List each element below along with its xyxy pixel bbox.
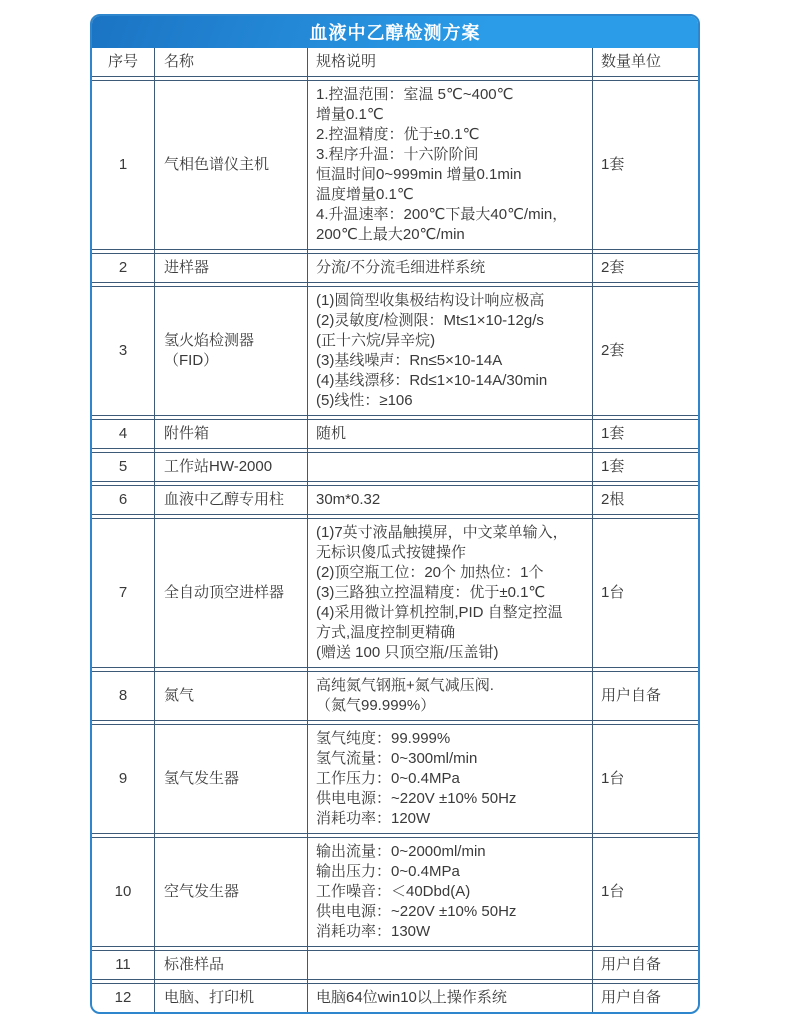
item-qty: 用户自备 [601,956,662,973]
item-spec [307,420,592,448]
spec-line: 输出流量：0~2000ml/min [316,843,486,860]
item-spec [307,984,592,1012]
item-qty: 1套 [601,425,625,442]
spec-line: (3)基线噪声：Rn≤5×10-14A [316,352,503,369]
item-name: 氢火焰检测器（FID） [164,332,255,369]
spec-line: 恒温时间0~999min 增量0.1min [316,166,522,183]
column-divider [154,48,155,1012]
spec-line: 氢气纯度：99.999% [316,730,451,747]
item-name: 气相色谱仪主机 [164,156,270,173]
item-name: 空气发生器 [164,883,240,900]
table-body [92,48,698,1012]
spec-line: 方式,温度控制更精确 [316,624,456,641]
row-number: 5 [118,458,128,475]
table-row [92,518,698,668]
item-spec [307,81,592,249]
item-qty: 2套 [601,259,625,276]
spec-line: 供电电源：~220V ±10% 50Hz [316,903,517,920]
spec-line: (3)三路独立控温精度：优于±0.1℃ [316,584,546,601]
spec-line: 电脑64位win10以上操作系统 [316,989,507,1006]
item-name: 血液中乙醇专用柱 [164,491,285,508]
column-header-name: 名称 [164,53,195,70]
spec-line: (4)采用微计算机控制,PID 自整定控温 [316,604,563,621]
spec-line: 30m*0.32 [316,491,381,508]
spec-line: 氢气流量：0~300ml/min [316,750,478,767]
spec-line: 供电电源：~220V ±10% 50Hz [316,790,517,807]
table-row [92,80,698,250]
spec-line: 1.控温范围：室温 5℃~400℃ [316,86,514,103]
column-divider [592,48,593,1012]
row-number: 12 [114,989,132,1006]
row-number: 4 [118,425,128,442]
spec-line: 3.程序升温：十六阶阶间 [316,146,479,163]
item-spec [307,254,592,282]
table-row [92,983,698,1012]
spec-line: 消耗功率：120W [316,810,431,827]
row-number: 7 [118,584,128,601]
table-row [92,452,698,482]
column-header-no: 序号 [107,53,138,70]
row-number: 2 [118,259,128,276]
table-row [92,950,698,980]
table-row [92,419,698,449]
spec-line: (1)7英寸液晶触摸屏，中文菜单输入， [316,524,568,541]
item-spec [307,486,592,514]
item-spec [307,672,592,720]
table-row [92,671,698,721]
table-row [92,724,698,834]
spec-line: （氮气99.999%） [316,697,436,714]
spec-line: (2)灵敏度/检测限：Mt≤1×10-12g/s [316,312,544,329]
item-qty: 1套 [601,458,625,475]
item-spec [307,725,592,833]
item-name: 电脑、打印机 [164,989,255,1006]
item-qty: 2根 [601,491,625,508]
item-name: 全自动顶空进样器 [164,584,285,601]
spec-line: 无标识傻瓜式按键操作 [316,544,467,561]
item-spec [307,519,592,667]
table-row [92,837,698,947]
row-number: 3 [118,342,128,359]
spec-line: (5)线性：≥106 [316,392,413,409]
item-name: 氮气 [164,687,195,704]
row-number: 1 [118,156,128,173]
item-name: 附件箱 [164,425,210,442]
column-header-spec: 规格说明 [316,53,377,70]
item-name: 工作站HW-2000 [164,458,273,475]
spec-line: 工作噪音：＜40Dbd(A) [316,883,471,900]
table-row [92,485,698,515]
item-qty: 2套 [601,342,625,359]
spec-line: (1)圆筒型收集极结构设计响应极高 [316,292,545,309]
spec-line: 温度增量0.1℃ [316,186,414,203]
item-spec [307,838,592,946]
item-name: 进样器 [164,259,210,276]
row-number: 10 [114,883,132,900]
spec-table-card [90,14,700,1014]
item-qty: 1台 [601,770,625,787]
column-divider [307,48,308,1012]
spec-line: 2.控温精度：优于±0.1℃ [316,126,480,143]
spec-line: 工作压力：0~0.4MPa [316,770,460,787]
item-spec [307,951,592,979]
table-row [92,253,698,283]
item-qty: 1套 [601,156,625,173]
spec-line: 消耗功率：130W [316,923,431,940]
table-row [92,286,698,416]
spec-line: 增量0.1℃ [316,106,384,123]
spec-line: (4)基线漂移：Rd≤1×10-14A/30min [316,372,548,389]
item-name: 氢气发生器 [164,770,240,787]
table-title: 血液中乙醇检测方案 [92,16,698,48]
item-spec [307,287,592,415]
spec-line: 高纯氮气钢瓶+氮气减压阀. [316,677,494,694]
spec-line: 200℃上最大20℃/min [316,226,465,243]
table-header-row [92,48,698,77]
spec-line: 分流/不分流毛细进样系统 [316,259,486,276]
item-spec [307,453,592,481]
spec-line: (正十六烷/异辛烷) [316,332,436,349]
column-header-qty: 数量单位 [601,53,662,70]
row-number: 11 [115,956,131,973]
item-qty: 用户自备 [601,989,662,1006]
item-qty: 1台 [601,584,625,601]
row-number: 6 [118,491,128,508]
item-qty: 用户自备 [601,687,662,704]
row-number: 8 [118,687,128,704]
item-name: 标准样品 [164,956,225,973]
spec-line: 随机 [316,425,347,442]
spec-line: (2)顶空瓶工位：20个 加热位：1个 [316,564,544,581]
row-number: 9 [118,770,128,787]
spec-line: 4.升温速率：200℃下最大40℃/min， [316,206,568,223]
item-qty: 1台 [601,883,625,900]
spec-line: (赠送 100 只顶空瓶/压盖钳) [316,644,499,661]
spec-line: 输出压力：0~0.4MPa [316,863,460,880]
